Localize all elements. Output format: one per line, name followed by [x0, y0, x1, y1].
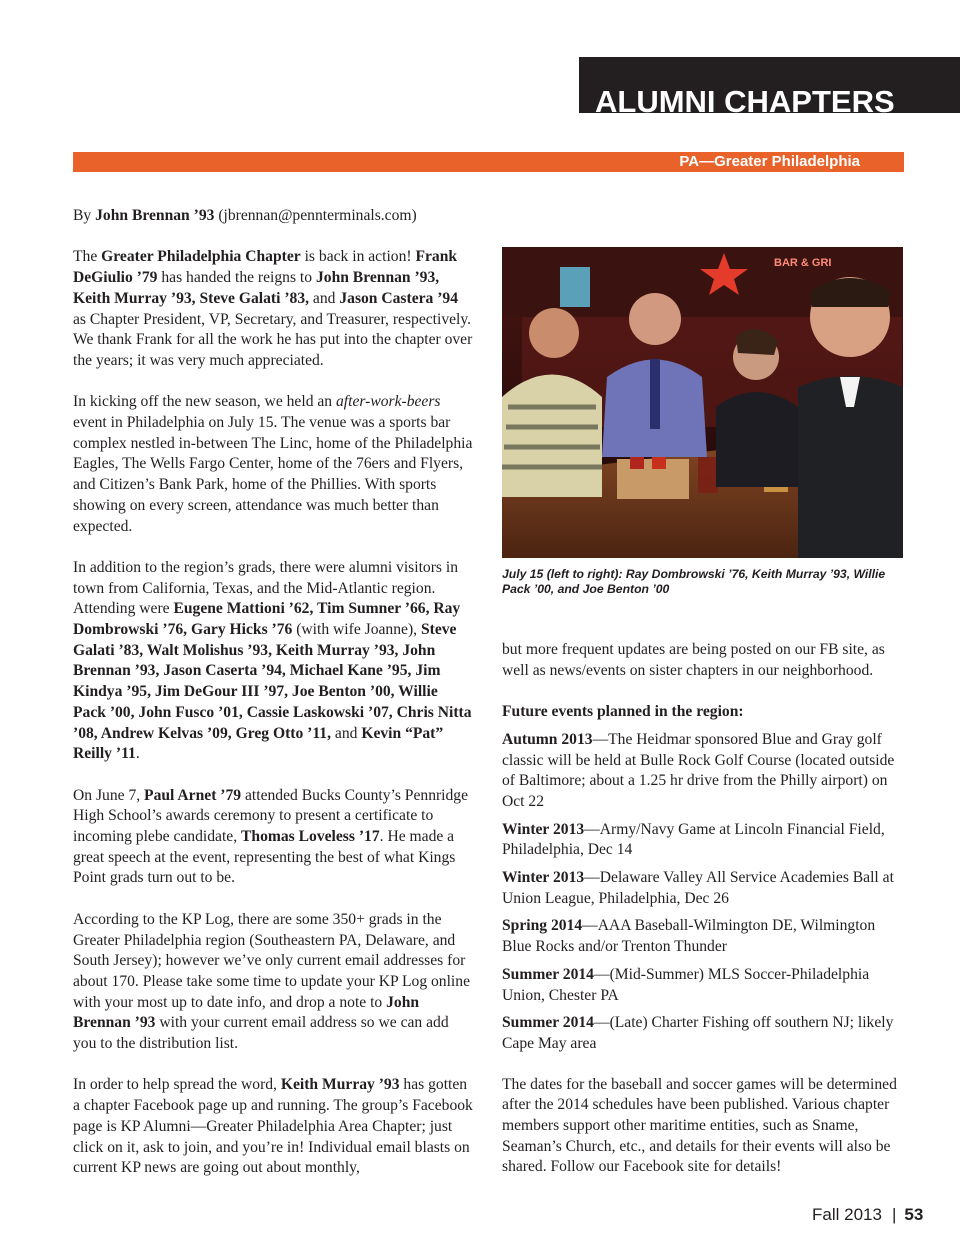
text-run: The — [73, 248, 102, 266]
text-run: Steve Galati ’83, Walt Molishus ’93, Keith Murray ’93, John Brennan ’93, Jason Caserta ’94, Michael Kane ’95, Jim Kindya ’95, Jim DeGour III ’97, Joe Benton ’00, Willie Pack ’00, John Fusco ’01, Cassie Laskowski ’07, Chris Nitta ’08, Andrew Kelvas ’09, Greg Otto ’11, — [73, 621, 472, 742]
text-run: In kicking off the new season, we held an — [73, 393, 336, 411]
text-run: Kevin “Pat” Reilly ’11 — [73, 724, 444, 763]
paragraph-event — [73, 392, 473, 537]
text-run: as Chapter President, VP, Secretary, and Treasurer, respectively. We thank Frank for all the work he has put into the chapter over the years; it was very much appreciated. — [73, 310, 473, 369]
section-header — [579, 57, 960, 113]
event-season: Summer 2014 — [502, 1014, 594, 1032]
event-description: —Army/Navy Game at Lincoln Financial Field, Philadelphia, Dec 14 — [502, 820, 885, 859]
event-description: —(Late) Charter Fishing off southern NJ; likely Cape May area — [502, 1014, 894, 1052]
paragraph-kp-log — [73, 910, 473, 1055]
text-run: and — [309, 289, 340, 307]
event-season: Winter 2013 — [502, 820, 585, 838]
text-run: Paul Arnet ’79 — [144, 786, 242, 804]
text-run: The dates for the baseball and soccer games will be determined after the 2014 schedules have been published. Various chapter members support other maritime entities, such as Sname, Seaman’s Church, etc., and details for their events will also be shared. Follow our Facebook site for details! — [502, 1075, 897, 1176]
paragraph-facebook — [73, 1075, 473, 1179]
event-season: Summer 2014 — [502, 965, 594, 983]
issue-label: Fall 2013 — [812, 1205, 882, 1224]
text-run: . He made a great speech at the event, representing the best of what Kings Point grads turn out to be. — [73, 828, 456, 887]
text-run: but more frequent updates are being posted on our FB site, as well as news/events on sister chapters in our neighborhood. — [502, 641, 885, 679]
page-footer — [812, 1205, 923, 1225]
tv-screen — [560, 267, 590, 307]
event-item — [502, 916, 905, 957]
event-description: —(Mid-Summer) MLS Soccer-Philadelphia Union, Chester PA — [502, 965, 870, 1004]
right-column — [502, 640, 905, 1178]
events-heading: Future events planned in the region: — [502, 703, 744, 721]
photo-illustration — [502, 247, 903, 558]
text-run: attended Bucks County’s Pennridge High School’s awards ceremony to present a certificate to incoming plebe candidate, — [73, 786, 469, 846]
paragraph-leadership — [73, 247, 473, 371]
event-description: —The Heidmar sponsored Blue and Gray golf classic will be held at Bulle Rock Golf Course (located outside of Baltimore; about a 1.25 hr drive from the Philly airport) on Oct 22 — [502, 730, 895, 810]
text-run: Frank DeGiulio ’79 — [73, 248, 458, 287]
event-season: Winter 2013 — [502, 869, 585, 887]
text-run: On June 7, — [73, 786, 145, 804]
text-run: and — [331, 724, 362, 742]
text-run: event in Philadelphia on July 15. The venue was a sports bar complex nestled in-between The Linc, home of the Philadelphia Eagles, The Wells Fargo Center, home of the 76ers and Flyers, and Citizen’s Bank Park, home of the Phillies. With sports showing on every screen, attendance was much better than expected. — [73, 414, 473, 535]
byline-author: John Brennan ’93 — [95, 207, 215, 224]
text-run: (with wife Joanne), — [292, 621, 421, 639]
text-run: In addition to the region’s grads, there were alumni visitors in town from California, Texas, and the Mid-Atlantic region. Attending were — [73, 558, 458, 618]
event-description: —AAA Baseball-Wilmington DE, Wilmington Blue Rocks and/or Trenton Thunder — [502, 917, 876, 956]
text-run: John Brennan ’93, Keith Murray ’93, Steve Galati ’83, — [73, 269, 440, 307]
text-run: has gotten a chapter Facebook page up and running. The group’s Facebook page is KP Alumni—Greater Philadelphia Area Chapter; just click on it, ask to join, and you’re in! Individual email blasts on current KP news are going out about monthly, — [73, 1076, 473, 1177]
chapter-label: PA—Greater Philadelphia — [679, 153, 860, 170]
footer-separator: | — [891, 1205, 897, 1224]
byline-email: (jbrennan@pennterminals.com) — [214, 207, 417, 224]
text-run: In order to help spread the word, — [73, 1076, 281, 1094]
event-item — [502, 820, 905, 861]
byline: By John Brennan ’93 (jbrennan@pennterminals.com) — [73, 207, 417, 224]
event-item — [502, 868, 905, 909]
text-run: is back in action! — [300, 248, 416, 266]
event-description: —Delaware Valley All Service Academies Ball at Union League, Philadelphia, Dec 26 — [502, 869, 894, 907]
text-run: Jason Castera ’94 — [339, 289, 459, 307]
event-item — [502, 1013, 905, 1054]
text-run: has handed the reigns to — [157, 269, 316, 287]
text-run: after-work-beers — [336, 393, 441, 411]
text-run: John Brennan ’93 — [73, 993, 420, 1032]
left-column — [73, 206, 473, 1179]
text-run: Thomas Loveless ’17 — [241, 828, 380, 846]
text-run: with your current email address so we can add you to the distribution list. — [73, 1014, 449, 1053]
text-run: Greater Philadelphia Chapter — [101, 248, 301, 266]
photo-caption: July 15 (left to right): Ray Dombrowski ’76, Keith Murray ’93, Willie Pack ’00, and Joe Benton ’00 — [502, 567, 886, 596]
paragraph-awards — [73, 786, 473, 890]
paragraph-facebook-cont — [502, 640, 905, 681]
text-run: Eugene Mattioni ’62, Tim Sumner ’66, Ray Dombrowski ’76, Gary Hicks ’76 — [73, 600, 461, 639]
text-run: According to the KP Log, there are some 350+ grads in the Greater Philadelphia region (Southeastern PA, Delaware, and South Jersey); however we’ve only current email addresses for about 170. Please take some time to update your KP Log online with your most up to date info, and drop a note to — [73, 910, 470, 1011]
group-photo — [502, 247, 903, 558]
paragraph-dates — [502, 1075, 905, 1179]
text-run: . — [135, 745, 140, 763]
events-list — [502, 730, 905, 1055]
page-number: 53 — [904, 1205, 924, 1224]
bar-sign-text: BAR & GRI — [774, 257, 832, 269]
chapter-banner — [73, 152, 904, 172]
event-item — [502, 730, 905, 813]
text-run: Keith Murray ’93 — [280, 1076, 400, 1094]
event-item — [502, 965, 905, 1006]
section-title: ALUMNI CHAPTERS — [595, 84, 895, 113]
paragraph-attendees — [73, 558, 473, 765]
event-season: Autumn 2013 — [502, 730, 593, 748]
event-season: Spring 2014 — [502, 917, 583, 935]
